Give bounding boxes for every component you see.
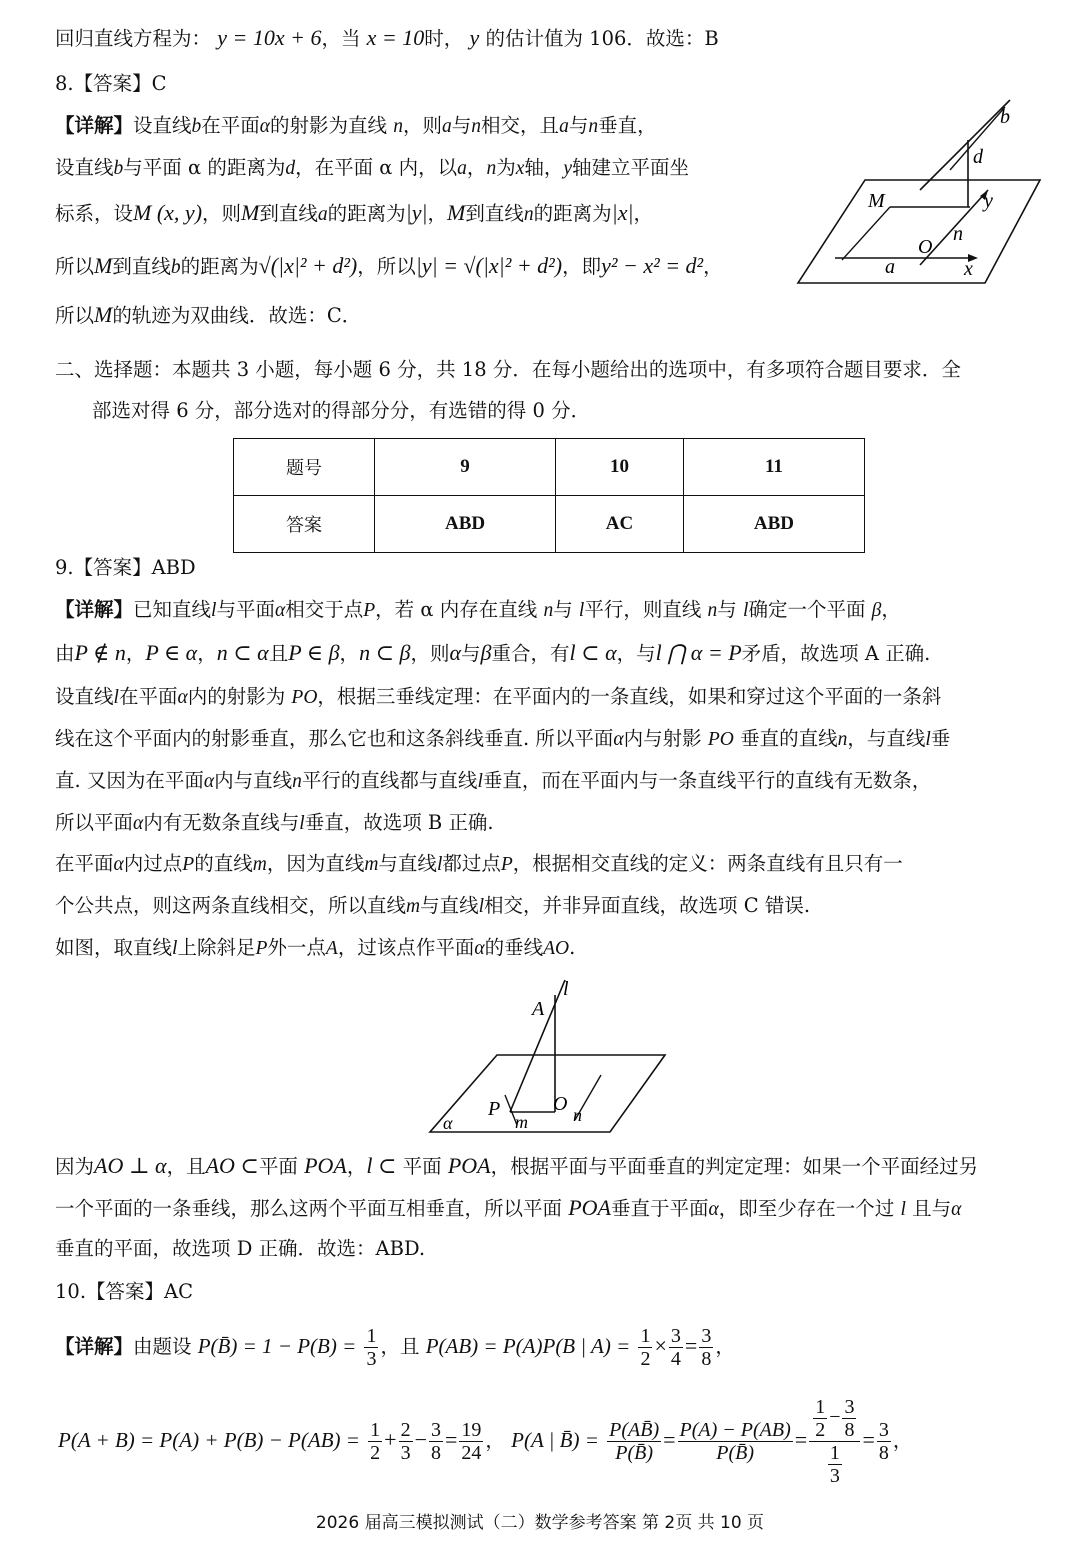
q8-figure	[790, 95, 1050, 295]
q9-line-12: 垂直的平面，故选项 D 正确．故选：ABD.	[55, 1237, 426, 1260]
fraction: $\frac{2}{3}$	[400, 1419, 411, 1464]
q9-line-8: 个公共点，则这两条直线相交，所以直线m与直线l相交，并非异面直线，故选项 C 错误.	[55, 894, 811, 917]
q8-heading: 8.【答案】C	[55, 72, 167, 95]
answer-table	[233, 438, 865, 553]
label-O: O	[553, 1093, 568, 1115]
table-cell: ABD	[683, 496, 864, 553]
table-cell: AC	[556, 496, 684, 553]
q10-line-1: 【详解】由题设 P(B̄) = 1 − P(B) = $\frac{1}{3}$ ，且 P(AB) = P(A)P(B | A) = $\frac{1}{2}$ × $\frac{3}{4}$ = $\frac{3}{8}$ ，	[55, 1325, 735, 1370]
fraction: $\frac{3}{8}$	[878, 1419, 889, 1464]
q8-line-1: 【详解】设直线b在平面α的射影为直线 n，则a与n相交，且a与n垂直，	[55, 114, 657, 137]
q9-line-6: 所以平面α内有无数条直线与l垂直，故选项 B 正确.	[55, 811, 494, 834]
table-cell: 题号	[234, 439, 375, 496]
q10-heading: 10.【答案】AC	[55, 1280, 194, 1303]
table-row	[234, 439, 865, 496]
q9-line-9: 如图，取直线l上除斜足P外一点A，过该点作平面α的垂线AO.	[55, 936, 576, 959]
fraction: $\frac{3}{8}$	[701, 1325, 712, 1370]
table-cell: 9	[375, 439, 556, 496]
section-2-line-2: 部选对得 6 分，部分选对的得部分分，有选错的得 0 分．	[92, 399, 591, 422]
fraction: $\frac{3}{4}$	[670, 1325, 681, 1370]
label-x: x	[964, 258, 973, 280]
section-2-line-1: 二、选择题：本题共 3 小题，每小题 6 分，共 18 分．在每小题给出的选项中，有多项符合题目要求．全	[55, 358, 961, 381]
label-l: l	[563, 978, 569, 1000]
q8-line-5: 所以M的轨迹为双曲线．故选：C．	[55, 302, 362, 327]
q8-line-4: 所以M到直线b的距离为√(|x|² + d²)，所以|y| = √(|x|² + d²)，即y² − x² = d²，	[55, 253, 723, 278]
label-d: d	[973, 146, 983, 168]
label-y: y	[984, 190, 993, 212]
regression-line: 回归直线方程为： y = 10x + 6，当 x = 10时， y 的估计值为 106．故选：B	[55, 25, 719, 50]
label-b: b	[1000, 106, 1010, 128]
label-O: O	[918, 236, 933, 258]
fraction: $\frac{1}{3}$	[366, 1325, 377, 1370]
q9-line-7: 在平面α内过点P的直线m，因为直线m与直线l都过点P，根据相交直线的定义：两条直线有且只有一	[55, 852, 903, 875]
fraction: $\frac{1}{2}$	[370, 1419, 381, 1464]
label-a: a	[885, 256, 895, 278]
table-row	[234, 496, 865, 553]
q9-line-5: 直. 又因为在平面α内与直线n平行的直线都与直线l垂直，而在平面内与一条直线平行的直线有无数条，	[55, 769, 932, 792]
label-m: m	[515, 1112, 528, 1132]
label-n: n	[953, 223, 963, 245]
fraction: $\frac{P(A) - P(AB)}{P(B̄)}$	[679, 1419, 791, 1464]
label-n: n	[573, 1105, 582, 1125]
page-footer: 2026 届高三模拟测试（二）数学参考答案 第 2页 共 10 页	[315, 1513, 765, 1533]
q9-heading: 9.【答案】ABD	[55, 556, 196, 579]
q9-figure	[425, 975, 675, 1140]
fraction: $\frac{1}{2}$	[640, 1325, 651, 1370]
table-cell: ABD	[375, 496, 556, 553]
compound-fraction: $\frac{1}{2}$ − $\frac{3}{8}$ $\frac{1}{3}$	[809, 1396, 860, 1487]
q9-line-2: 由P ∉ n，P ∈ α，n ⊂ α且P ∈ β，n ⊂ β，则α与β重合，有l ⊂ α，与l ⋂ α = P矛盾，故选项 A 正确.	[55, 640, 931, 665]
plane-alpha-shape	[798, 180, 1040, 283]
q8-line-2: 设直线b与平面 α 的距离为d，在平面 α 内，以a，n为x轴，y轴建立平面坐	[55, 156, 690, 179]
fraction: $\frac{P(AB̄)}{P(B̄)}$	[609, 1419, 660, 1464]
fraction: $\frac{3}{8}$	[431, 1419, 441, 1464]
label-P: P	[488, 1098, 501, 1120]
fraction: $\frac{19}{24}$	[461, 1419, 482, 1464]
plane-alpha-shape	[430, 1055, 665, 1132]
q9-line-11: 一个平面的一条垂线，那么这两个平面互相垂直，所以平面 POA垂直于平面α，即至少存在一个过 l 且与α	[55, 1195, 962, 1220]
table-cell: 10	[556, 439, 684, 496]
q9-line-1: 【详解】已知直线l与平面α相交于点P，若 α 内存在直线 n与 l平行，则直线 n与 l确定一个平面 β，	[55, 598, 901, 621]
q9-line-4: 线在这个平面内的射影垂直，那么它也和这条斜线垂直. 所以平面α内与射影 PO 垂直的直线n，与直线l垂	[55, 727, 951, 750]
table-cell: 11	[683, 439, 864, 496]
q8-line-3: 标系，设M (x, y)，则M到直线a的距离为|y|，M到直线n的距离为|x|，	[55, 200, 654, 225]
label-A: A	[532, 998, 545, 1020]
q9-line-10: 因为AO ⊥ α，且AO ⊂平面 POA，l ⊂ 平面 POA，根据平面与平面垂直的判定定理：如果一个平面经过另	[55, 1153, 979, 1178]
q9-line-3: 设直线l在平面α内的射影为 PO，根据三垂线定理：在平面内的一条直线，如果和穿过这个平面的一条斜	[55, 685, 942, 708]
table-cell: 答案	[234, 496, 375, 553]
line-b	[920, 100, 1010, 190]
label-M: M	[868, 190, 885, 212]
label-alpha: α	[443, 1113, 453, 1133]
q10-line-2: P(A + B) = P(A) + P(B) − P(AB) = $\frac{1}{2}$ + $\frac{2}{3}$ − $\frac{3}{8}$ = $\frac{19}{24}$ ， P(A | B̄) = $\frac{P(AB̄)}{P(B̄)}$ = $\frac{P(A) - P(AB)}{P(B̄)}$ = $\frac{1}{2}$ − $\frac{3}{8}$ $\frac{1}{3}$ = $\frac{3}{8}$ ，	[58, 1396, 913, 1487]
